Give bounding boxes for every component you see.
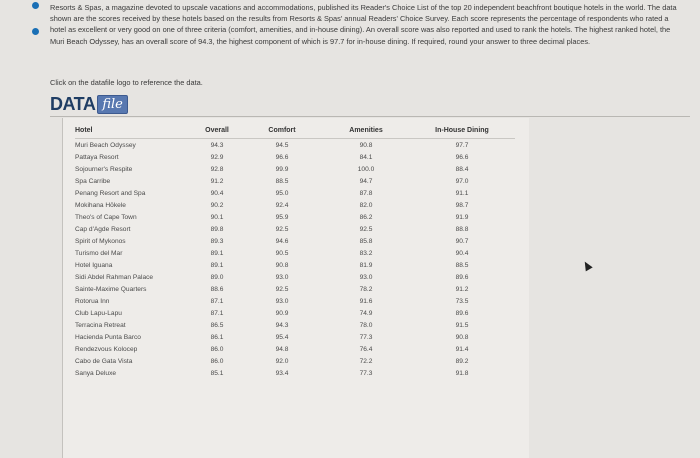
table-row — [75, 307, 515, 319]
cell-hotel: Sanya Deluxe — [75, 369, 117, 377]
table-row — [75, 271, 515, 283]
table-row — [75, 235, 515, 247]
cell-overall: 91.2 — [210, 177, 224, 185]
cell-comfort: 96.6 — [275, 153, 289, 161]
header-amenities: Amenities — [323, 122, 409, 139]
cell-hotel: Hotel Iguana — [75, 261, 113, 269]
table-row — [75, 343, 515, 355]
cell-amenities: 77.3 — [359, 333, 373, 341]
table-row — [75, 151, 515, 163]
cell-comfort: 92.5 — [275, 285, 289, 293]
table-row — [75, 175, 515, 187]
problem-paragraph: Resorts & Spas, a magazine devoted to upscale vacations and accommodations, published its Reader's Choice List of the top 20 independent beachfront boutique hotels in the world. The data shown are the scores received by these hotels based on the results from Resorts & Spas' annual Readers' Choice Survey. Each score represents the percentage of respondents who rated a hotel as excellent or very good on one of three criteria (comfort, amenities, and in-house dining). An overall score was also reported and used to rank the hotels. The highest ranked hotel, the Muri Beach Odyssey, has an overall score of 94.3, the highest component of which is 97.7 for in-house dining. If required, round your answer to three decimal places. — [50, 3, 677, 46]
cell-overall: 90.2 — [210, 201, 224, 209]
cell-hotel: Sojourner's Respite — [75, 165, 133, 173]
cell-dining: 88.5 — [455, 261, 469, 269]
cell-comfort: 92.4 — [275, 201, 289, 209]
cell-comfort: 95.0 — [275, 189, 289, 197]
cell-comfort: 93.4 — [275, 369, 289, 377]
cell-overall: 92.8 — [210, 165, 224, 173]
header-comfort: Comfort — [241, 122, 323, 139]
cell-overall: 85.1 — [210, 369, 224, 377]
cell-hotel: Spa Carribe — [75, 177, 111, 185]
cell-comfort: 93.0 — [275, 297, 289, 305]
cell-hotel: Club Lapu-Lapu — [75, 309, 122, 317]
cell-comfort: 95.4 — [275, 333, 289, 341]
cell-comfort: 94.6 — [275, 237, 289, 245]
header-dining: In-House Dining — [409, 122, 515, 139]
cell-amenities: 81.9 — [359, 261, 373, 269]
header-overall: Overall — [193, 122, 241, 139]
cell-overall: 89.1 — [210, 261, 224, 269]
table-row — [75, 331, 515, 343]
cell-overall: 94.3 — [210, 141, 224, 149]
cell-dining: 91.9 — [455, 213, 469, 221]
problem-statement — [50, 2, 680, 47]
cell-hotel: Rotorua Inn — [75, 297, 110, 305]
cell-overall: 92.9 — [210, 153, 224, 161]
table-header-row — [75, 122, 515, 139]
cell-comfort: 90.5 — [275, 249, 289, 257]
cell-overall: 90.4 — [210, 189, 224, 197]
cell-dining: 90.7 — [455, 237, 469, 245]
cell-dining: 88.8 — [455, 225, 469, 233]
cell-hotel: Theo's of Cape Town — [75, 213, 137, 221]
bullet-icon — [32, 28, 39, 35]
table-row — [75, 139, 515, 152]
cell-hotel: Spirit of Mykonos — [75, 237, 126, 245]
cell-amenities: 92.5 — [359, 225, 373, 233]
cell-dining: 73.5 — [455, 297, 469, 305]
table-row — [75, 283, 515, 295]
cell-dining: 88.4 — [455, 165, 469, 173]
cell-comfort: 95.9 — [275, 213, 289, 221]
cell-amenities: 74.9 — [359, 309, 373, 317]
divider — [50, 116, 690, 117]
hotel-scores-table — [75, 122, 515, 379]
table-row — [75, 223, 515, 235]
cell-hotel: Muri Beach Odyssey — [75, 141, 136, 149]
cell-hotel: Turismo del Mar — [75, 249, 123, 257]
table-body — [75, 139, 515, 380]
cell-dining: 89.2 — [455, 357, 469, 365]
cell-hotel: Cabo de Gata Vista — [75, 357, 133, 365]
datafile-logo-button[interactable] — [50, 93, 128, 115]
cell-dining: 90.4 — [455, 249, 469, 257]
cell-dining: 91.4 — [455, 345, 469, 353]
cell-dining: 91.2 — [455, 285, 469, 293]
cell-hotel: Penang Resort and Spa — [75, 189, 146, 197]
cell-amenities: 76.4 — [359, 345, 373, 353]
cell-hotel: Hacienda Punta Barco — [75, 333, 141, 341]
datafile-instruction: Click on the datafile logo to reference the data. — [50, 78, 203, 87]
cell-hotel: Pattaya Resort — [75, 153, 119, 161]
cell-comfort: 93.0 — [275, 273, 289, 281]
cell-amenities: 78.2 — [359, 285, 373, 293]
datafile-logo-file-badge: file — [97, 95, 128, 114]
cell-amenities: 82.0 — [359, 201, 373, 209]
cell-overall: 87.1 — [210, 297, 224, 305]
table-row — [75, 247, 515, 259]
cell-overall: 87.1 — [210, 309, 224, 317]
cell-comfort: 94.5 — [275, 141, 289, 149]
bullet-icon — [32, 2, 39, 9]
cell-dining: 89.6 — [455, 309, 469, 317]
cell-amenities: 90.8 — [359, 141, 373, 149]
table-row — [75, 163, 515, 175]
cell-amenities: 83.2 — [359, 249, 373, 257]
table-row — [75, 211, 515, 223]
cell-hotel: Sainte-Maxime Quarters — [75, 285, 147, 293]
cell-overall: 89.1 — [210, 249, 224, 257]
cell-hotel: Sidi Abdel Rahman Palace — [75, 273, 154, 281]
table-row — [75, 295, 515, 307]
cell-comfort: 94.8 — [275, 345, 289, 353]
cell-dining: 97.7 — [455, 141, 469, 149]
table-row — [75, 319, 515, 331]
cell-amenities: 91.6 — [359, 297, 373, 305]
cell-hotel: Mokihana Hōkele — [75, 201, 126, 209]
header-hotel: Hotel — [75, 122, 193, 139]
cell-hotel: Rendezvous Kolocep — [75, 345, 138, 353]
table-row — [75, 355, 515, 367]
cell-comfort: 90.8 — [275, 261, 289, 269]
cell-amenities: 77.3 — [359, 369, 373, 377]
cell-dining: 91.8 — [455, 369, 469, 377]
cell-overall: 89.0 — [210, 273, 224, 281]
cell-overall: 86.0 — [210, 357, 224, 365]
cell-dining: 89.6 — [455, 273, 469, 281]
table-row — [75, 187, 515, 199]
cell-dining: 98.7 — [455, 201, 469, 209]
cell-amenities: 87.8 — [359, 189, 373, 197]
cell-amenities: 86.2 — [359, 213, 373, 221]
table-row — [75, 199, 515, 211]
data-table-panel — [62, 118, 529, 458]
cell-amenities: 93.0 — [359, 273, 373, 281]
cell-hotel: Terracina Retreat — [75, 321, 126, 329]
cell-overall: 86.1 — [210, 333, 224, 341]
cell-comfort: 88.5 — [275, 177, 289, 185]
cell-comfort: 92.0 — [275, 357, 289, 365]
cell-dining: 96.6 — [455, 153, 469, 161]
table-row — [75, 367, 515, 379]
cell-comfort: 90.9 — [275, 309, 289, 317]
cell-amenities: 78.0 — [359, 321, 373, 329]
cell-amenities: 85.8 — [359, 237, 373, 245]
cell-comfort: 92.5 — [275, 225, 289, 233]
cell-comfort: 99.9 — [275, 165, 289, 173]
cell-dining: 91.1 — [455, 189, 469, 197]
cell-overall: 88.6 — [210, 285, 224, 293]
cell-dining: 91.5 — [455, 321, 469, 329]
mouse-cursor-icon — [581, 260, 592, 272]
cell-amenities: 72.2 — [359, 357, 373, 365]
cell-dining: 97.0 — [455, 177, 469, 185]
cell-overall: 90.1 — [210, 213, 224, 221]
cell-amenities: 100.0 — [357, 165, 375, 173]
cell-overall: 89.3 — [210, 237, 224, 245]
datafile-logo-data-text: DATA — [50, 93, 96, 114]
cell-amenities: 94.7 — [359, 177, 373, 185]
cell-comfort: 94.3 — [275, 321, 289, 329]
table-row — [75, 259, 515, 271]
cell-dining: 90.8 — [455, 333, 469, 341]
cell-overall: 86.5 — [210, 321, 224, 329]
cell-overall: 86.0 — [210, 345, 224, 353]
cell-overall: 89.8 — [210, 225, 224, 233]
cell-amenities: 84.1 — [359, 153, 373, 161]
cell-hotel: Cap d'Agde Resort — [75, 225, 131, 233]
